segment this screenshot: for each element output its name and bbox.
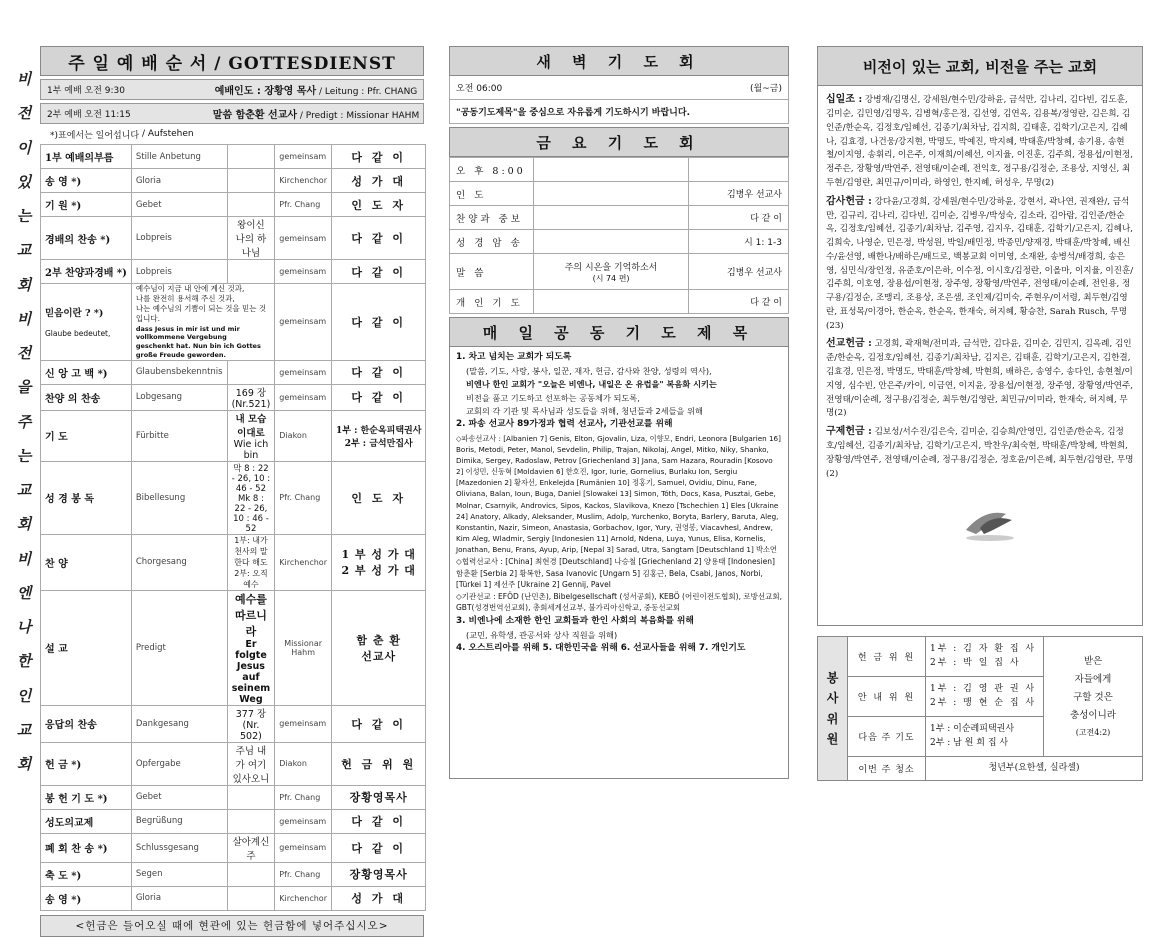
table-row: 이번 주 청소 청년부(요한셀, 실라셀): [818, 757, 1143, 781]
worship-order-section: [40, 46, 424, 933]
table-row: 말 씀 주의 시온을 기억하소서 (시 74 편) 김병우 선교사: [450, 254, 789, 290]
daily-prayer-list: 1. 차고 넘치는 교회가 되도록 (말씀, 기도, 사랑, 봉사, 일꾼, 재자, 헌금, 감사와 찬양, 성령의 역사), 비엔나 한인 교회가 "오늘은 비엔나, 내일은 온 유럽을" 복음화 시키는 비전을 품고 기도하고 선포하는 공동체가 되도록, 교회의 각 기관 및 목사님과 성도들을 위해, 청년들과 2세들을 위해 2. 파송 선교사 89가정과 협력 선교사, 기관선교를 위해 ◇파송선교사 : [Albanien 7] Genis, Elton, Gjovalin, Liza, 이향모, Endri, Leonora [Bulgarien 16] Boris, Metodi, Peter, Manol, Sevdelin, Philip, Trajan, Nikolaj, Angel, Mitko, Niky, Shanko, Dimika, Sergey, Radoslaw, Petrov [Griechenland 3] Jana, Sam Hazara, Rouradin [Kosovo 2] 이성민, 신동혁 [Moldavien 6] 한호진, Igor, Iurie, Gornelius, Burlaku Ion, Sergiu [Mazedonien 2] 황자선, Enkelejda [Rumänien 10] 정홍기, Samuel, Ovidiu, Dinu, Fane, Oliviana, Balan, Ioun, Buga, Daniel [Slowakei 13] Simon, Tóth, Docs, Kasa, Pusztai, Gebe, Molnar, Csarnyik, Androvics, Sipos, Kackos, Slavikova, Knezo [Tschechien 1] Eles [Ukraine 24] Anatory, Alkady, Aleksander, Muslim, Adolp, Yurchenko, Boryta, Barlery, Baruta, Aleg, Konstantin, Nazir, Simeon, Anastasia, Gorbachov, Igor, Yury, 권영봉, Viacavhesl, Andrew, Kim Aleg, Wladmir, Sergiy [Indonesien 11] Arnold, Ndena, Luya, Yunus, Elisa, Kornelis, Jonathan, Benu, Frans, Ayup, Arip, [Nepal 3] Sarad, Utra, Sangtam [Deutschland 1] 박소연 ◇협력선교사 : [China] 최현경 [Deutschland] 나승철 [Griechenland 2] 양용태 [Indonesien] 함춘환 [Serbia 2] 황복한, Sasa Ivanovic [Ungarn 5] 김홍근, Bela, Csabi, Janos, Norbi, [Türkei 1] 제선주 [Ukraine 2] Gennij, Pavel ◇기관선교 : EFÖD (난민촌), Bibelgesellschaft (성서공회), KEBÖ (어린이전도협회), 로방선교회, GBT(성경번역선교회), 총회세계선교부, 불가리아신학교, 중동선교회 3. 비엔나에 소재한 한인 교회들과 한인 사회의 복음화를 위해 (교민, 유학생, 관공서와 상사 직원을 위해) 4. 오스트리아를 위해 5. 대한민국을 위해 6. 선교사들을 위해 7. 개인기도: [449, 347, 789, 779]
volunteers-label: 봉 사 위 원: [818, 637, 848, 781]
table-row: 봉 사 위 원 헌 금 위 원 1부 : 김 자 환 집 사 2부 : 박 일 집 사 받은 자들에게 구할 것은 충성이니라 (고전4:2): [818, 637, 1143, 677]
relief-list: 구제헌금 : 김보성/서수진/김은숙, 김미순, 김승희/안영민, 김인준/한순옥, 김정호/임혜선, 김종기/최차남, 김학기/고은지, 박찬우/최숙현, 박태훈/박창혜, 박현희, 장황영/박연주, 전영태/이순례, 정구용/김정순, 정호윤/이은혜, 최두현/김영란, 무명(2): [826, 426, 1134, 479]
dawn-time-row: 오전 06:00 (월~금): [449, 76, 789, 100]
reading-row: 성 경 봉 독 Bibellesung 막 8 : 22 - 26, 10 : 46 - 52 Mk 8 : 22 - 26, 10 : 46 - 52 Pfr. Chang 인 도 자: [41, 461, 426, 534]
table-row: 응답의 찬송 Dankgesang 377 장 (Nr. 502) gemeinsam 다 같 이: [41, 705, 426, 742]
table-row: 찬양 의 찬송 Lobgesang 169 장 (Nr.521) gemeinsam 다 같 이: [41, 384, 426, 410]
table-row: 찬양과 중보 다 같 이: [450, 206, 789, 230]
table-row: 안 내 위 원 1부 : 김 영 관 권 사 2부 : 맹 현 순 집 사: [818, 677, 1143, 717]
table-row: 송 영 *) Gloria Kirchenchor 성 가 대: [41, 886, 426, 910]
worship-order-table: [40, 144, 426, 911]
table-row: 폐 회 찬 송 *) Schlussgesang 살아계신 주 gemeinsam 다 같 이: [41, 833, 426, 862]
volunteers-table: [817, 636, 1143, 781]
thanks-list: 감사헌금 : 강다윤/고경희, 강세원/현수민/강하윤, 강현서, 곽나연, 권재완/, 금석만, 김규리, 김나리, 김다빈, 김미순, 김병우/박성숙, 김소라, 김아람, 김인준/한순옥, 김정호/임혜선, 김종기/최차남, 김주영, 김지우, 김태훈, 김학기/고은지, 김혜나, 김희숙, 나영순, 민은정, 박성원, 박일/배민정, 박종민/양재경, 박태훈/박창혜, 배신수/윤선영, 배한나/배하은/배드로, 백봉교회 이미영, 소재완, 송병석/배경희, 송은영, 심민식/장인정, 유준호/이은하, 이수정, 이시호/김정란, 이올마, 이지율, 이진훈/김주희, 이호영, 장용섭/이현정, 장주영, 장황영/박연주, 전영태/이순례, 전인용, 정구용/김정순, 조맹리, 조용상, 조은샘, 조인제/김미숙, 주현우/이서령, 최두현/김영란, 표성목/이경아, 한순옥, 한순옥, 한재숙, 허지혜, 황승찬, Sarah Rusch, 무명(23): [826, 195, 1134, 331]
prayer-meetings-section: [449, 46, 789, 798]
bible-verse: 받은 자들에게 구할 것은 충성이니라 (고전4:2): [1044, 637, 1143, 757]
daily-prayer-title: 매 일 공 동 기 도 제 목: [449, 317, 789, 347]
friday-prayer-table: [449, 157, 789, 314]
dove-icon: [960, 500, 1020, 544]
table-row: 경배의 찬송 *) Lobpreis 왕이신 나의 하나님 gemeinsam 다 같 이: [41, 217, 426, 260]
table-row: 기 원 *) Gebet Pfr. Chang 인 도 자: [41, 193, 426, 217]
table-row: 2부 찬양과경배 *) Lobpreis gemeinsam 다 같 이: [41, 260, 426, 284]
service-2-info: 2부 예배 오전 11:15 말씀 함춘환 선교사 / Predigt : Missionar HAHM: [40, 103, 424, 124]
choir-row: 찬 양 Chorgesang 1부: 내가 천사의 말한다 해도 2부: 오직 예수 Kirchenchor 1 부 성 가 대 2 부 성 가 대: [41, 534, 426, 590]
table-row: 개 인 기 도 다 같 이: [450, 290, 789, 314]
table-row: 송 영 *) Gloria Kirchenchor 성 가 대: [41, 169, 426, 193]
table-row: 1부 예배의부름 Stille Anbetung gemeinsam 다 같 이: [41, 145, 426, 169]
table-row: 신 앙 고 백 *) Glaubensbekenntnis gemeinsam 다 같 이: [41, 360, 426, 384]
table-row: 오 후 8:00: [450, 158, 789, 182]
table-row: 축 도 *) Segen Pfr. Chang 장황영목사: [41, 862, 426, 886]
table-row: 봉 헌 기 도 *) Gebet Pfr. Chang 장황영목사: [41, 785, 426, 809]
vertical-motto: 비 전 이 있 는 교 회 비 전 을 주 는 교 회 비 엔 나 한 인 교 회: [16, 70, 32, 773]
friday-prayer-title: 금 요 기 도 회: [449, 127, 789, 157]
table-row: 성도의교제 Begrüßung gemeinsam 다 같 이: [41, 809, 426, 833]
vision-title: 비전이 있는 교회, 비전을 주는 교회: [817, 46, 1143, 86]
service-1-info: 1부 예배 오전 9:30 예배인도 : 장황영 목사 / Leitung : Pfr. CHANG: [40, 79, 424, 100]
table-row: 성 경 암 송 시 1: 1-3: [450, 230, 789, 254]
creed-row: 믿음이란 ? *) Glaube bedeutet, 예수님이 지금 내 안에 계신 것과, 나를 완전히 용서해 주신 것과, 나는 예수님의 기쁨이 되는 것을 믿는 것입니다. dass Jesus in mir ist und mir vollkommene Vergebung geschenkt hat. Nun bin ich Gottes große Freude geworden. gemeinsam 다 같 이: [41, 284, 426, 361]
table-row: 인 도 김병우 선교사: [450, 182, 789, 206]
table-row: 다음 주 기도 1부 : 이순례피택권사 2부 : 남 원 희 집 사: [818, 717, 1143, 757]
offering-note: <헌금은 들어오실 때에 현관에 있는 헌금함에 넣어주십시오>: [40, 915, 424, 937]
tithe-list: 십일조 : 강병재/김명신, 강세원/현수민/강하윤, 금석만, 김나리, 김다빈, 김도훈, 김미순, 김민영/김명옥, 김병혁/홍은정, 김선영, 김연옥, 김용복/정영란, 김은희, 김인준/한순옥, 김정호/임혜선, 김종기/최차남, 김지희, 김태훈, 김학기/고은지, 김혜나, 김효경, 나건웅/강지현, 박명도, 박예진, 박지혜, 박태훈/박창혜, 송기용, 송현철/이지영, 송휘리, 이은주, 이재희/이혜선, 이지율, 이진훈, 김주희, 정용섭/이현정, 정주은, 장황영/박연주, 전영태/이순례, 전익호, 정구용/김정순, 조용상, 지영신, 최두현/김영란, 최민규/이미라, 하영인, 한지혜, 허성우, 무명(2): [826, 94, 1134, 188]
mission-list: 선교헌금 : 고경희, 곽재혁/전미과, 금석만, 김다윤, 김미순, 김민지, 김옥례, 김인준/한순옥, 김정호/임혜선, 김종기/최차남, 김지은, 김태훈, 김학기/고은지, 김한결, 김효경, 민은정, 박명도, 박태훈/박창혜, 박현희, 배하은, 송영수, 송다인, 송현철/이지영, 심수빈, 안은주/카이, 이금연, 이지윤, 장용섭/이현정, 장주영, 장황영/박연주, 전영태/이순례, 정구용/김정순, 최두현/김영란, 최민규/이미라, 한재숙, 허지혜, 무명(2): [826, 338, 1134, 419]
worship-title: 주 일 예 배 순 서 / GOTTESDIENST: [40, 46, 424, 76]
prayer-row: 기 도 Fürbitte 내 모습 이대로 Wie ich bin Diakon 1부 : 한순옥피택권사 2부 : 금석만집사: [41, 410, 426, 461]
offering-names: [817, 86, 1143, 626]
dawn-prayer-title: 새 벽 기 도 회: [449, 46, 789, 76]
sermon-row: 설 교 Predigt 예수를 따르니라 Er folgte Jesus auf seinem Weg Missionar Hahm 함 춘 환 선교사: [41, 590, 426, 705]
dawn-description: "공동기도제목"을 중심으로 자유롭게 기도하시기 바랍니다.: [449, 100, 789, 124]
table-row: 헌 금 *) Opfergabe 주님 내가 여기 있사오니 Diakon 헌 금 위 원: [41, 742, 426, 785]
stand-note: *)표에서는 일어섭니다 / Aufstehen: [50, 129, 194, 141]
